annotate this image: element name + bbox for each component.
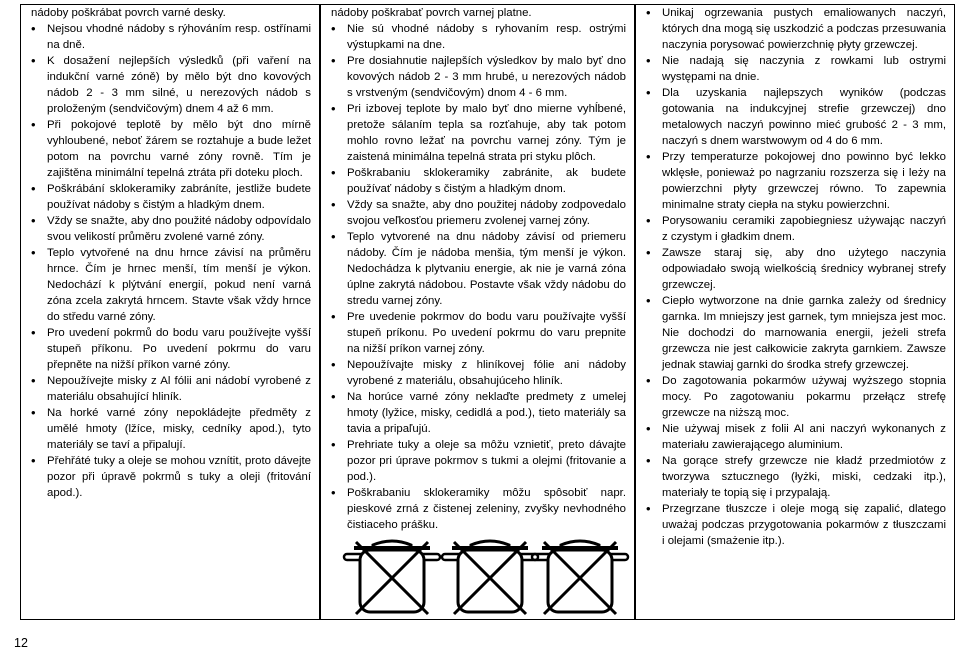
list-item: • Nie sú vhodné nádoby s ryhovaním resp. ostrými výstupkami na dne. bbox=[331, 21, 626, 53]
list-item: • Poškrabaniu sklokeramiky môžu spôsobiť napr. pieskové zrná z čistenej zeleniny, zvyšky nevhodného čistiaceho prášku. bbox=[331, 485, 626, 533]
list-item: • K dosažení nejlepších výsledků (při vaření na indukční varné zóně) by mělo být dno kovových nádob 2 - 3 mm silné, u nerezových nádob s proloženým (sendvičovým) dnem 4 až 6 mm. bbox=[31, 53, 311, 117]
list-item: • Poškrabaniu sklokeramiky zabránite, ak budete používať nádoby s čistým a hladkým dnom. bbox=[331, 165, 626, 197]
list-item: • Unikaj ogrzewania pustych emaliowanych naczyń, których dna mogą się uszkodzić a podczas przesuwania naczynia porysować powierzchnię płyty grzewczej. bbox=[646, 5, 946, 53]
list-item: • Dla uzyskania najlepszych wyników (podczas gotowania na indukcyjnej strefie grzewczej) dno metalowych naczyń powinno mieć grubość 2 - 3 mm, naczyń s dnem warstwowym od 4 do 6 mm. bbox=[646, 85, 946, 149]
list-item: • Pre dosiahnutie najlepších výsledkov by malo byť dno kovových nádob 2 - 3 mm hrubé, u nerezových nádob s vrstveným (sendvičovým) dnom 4 - 6 mm. bbox=[331, 53, 626, 101]
list-item: • Pro uvedení pokrmů do bodu varu používejte vyšší stupeň příkonu. Po uvedení pokrmu do varu přepněte na nižší příkon varné zóny. bbox=[31, 325, 311, 373]
list-item: • Przy temperaturze pokojowej dno powinno być lekko wklęsłe, ponieważ po nagrzaniu rozszerza się i leży na powierzchni płyty grzewczej równo. To zapewnia minimalne straty ciepła na styku powierzchni. bbox=[646, 149, 946, 213]
column-slovak bbox=[320, 4, 635, 620]
column-polish bbox=[635, 4, 955, 620]
list-item: • Ciepło wytworzone na dnie garnka zależy od średnicy garnka. Im mniejszy jest garnek, tym mniejsza jest moc. Nie dochodzi do marnowania energii, jeżeli strefa grzewcza nie jest całkowicie zakryta garnkiem. Zawsze jednak stawiaj garnki do środka strefy grzewczej. bbox=[646, 293, 946, 373]
bullet-list bbox=[321, 21, 634, 533]
column-lead-text: nádoby poškrábat povrch varné desky. bbox=[31, 7, 226, 19]
pot-crossed-icon bbox=[442, 541, 538, 614]
pot-crossed-icon bbox=[532, 541, 628, 614]
list-item: • Pre uvedenie pokrmov do bodu varu používajte vyšší stupeň príkonu. Po uvedení pokrmu do varu prepnite na nižší príkon varnej zóny. bbox=[331, 309, 626, 357]
pot-crossed-icon bbox=[344, 541, 440, 614]
list-item: • Vždy se snažte, aby dno použité nádoby odpovídalo svou velikostí průměru zvolené varné zóny. bbox=[31, 213, 311, 245]
column-lead-text: nádoby poškrabať povrch varnej platne. bbox=[331, 7, 532, 19]
list-item: • Nepoužívajte misky z hliníkovej fólie ani nádoby vyrobené z materiálu, obsahujúceho hliník. bbox=[331, 357, 626, 389]
list-item: • Poškrábání sklokeramiky zabráníte, jestliže budete používat nádoby s čistým a hladkým dnem. bbox=[31, 181, 311, 213]
cookware-pictograms bbox=[340, 530, 640, 616]
bullet-list bbox=[21, 21, 319, 501]
bullet-list bbox=[636, 5, 954, 549]
list-item: • Teplo vytvořené na dnu hrnce závisí na průměru hrnce. Čím je hrnec menší, tím menší je výkon. Nedochází k plýtvání energií, pokud není varná zóna zcela zakrytá hrncem. Stavte však vždy hrnce do středu varné zóny. bbox=[31, 245, 311, 325]
list-item: • Przegrzane tłuszcze i oleje mogą się zapalić, dlatego uważaj podczas przygotowania pokarmów z tłuszczami i olejami (smażenie itp.). bbox=[646, 501, 946, 549]
list-item: • Prehriate tuky a oleje sa môžu vznietiť, preto dávajte pozor pri úprave pokrmov s tukmi a olejmi (fritovanie a pod.). bbox=[331, 437, 626, 485]
list-item: • Nepoužívejte misky z Al fólii ani nádobí vyrobené z materiálu obsahující hliník. bbox=[31, 373, 311, 405]
list-item: • Porysowaniu ceramiki zapobiegniesz używając naczyń z czystym i gładkim dnem. bbox=[646, 213, 946, 245]
list-item: • Na horké varné zóny nepokládejte předměty z umělé hmoty (lžíce, misky, cedníky apod.), tyto materiály se taví a připalují. bbox=[31, 405, 311, 453]
list-item: • Na gorące strefy grzewcze nie kładź przedmiotów z tworzywa sztucznego (łyżki, miski, cedzaki itp.), materiały te topią się i przypalają. bbox=[646, 453, 946, 501]
column-czech bbox=[20, 4, 320, 620]
list-item: • Pri izbovej teplote by malo byť dno mierne vyhĺbené, pretože sálaním tepla sa rozťahuje, aby tak potom mohlo rovno ležať na povrchu varnej zóny. Tým je zaistená minimálna tepelná strata pri styku plôch. bbox=[331, 101, 626, 165]
list-item: • Přehřáté tuky a oleje se mohou vznítit, proto dávejte pozor při úpravě pokrmů s tuky a oleji (fritování apod.). bbox=[31, 453, 311, 501]
list-item: • Na horúce varné zóny neklaďte predmety z umelej hmoty (lyžice, misky, cedidlá a pod.), tieto materiály sa tavia a pripaľujú. bbox=[331, 389, 626, 437]
list-item: • Nie nadają się naczynia z rowkami lub ostrymi występami na dnie. bbox=[646, 53, 946, 85]
list-item: • Nejsou vhodné nádoby s rýhováním resp. ostřínami na dně. bbox=[31, 21, 311, 53]
list-item: • Do zagotowania pokarmów używaj wyższego stopnia mocy. Po zagotowaniu pokarmu przełącz strefę grzewcze na niższą moc. bbox=[646, 373, 946, 421]
list-item: • Vždy sa snažte, aby dno použitej nádoby zodpovedalo svojou veľkosťou priemeru zvolenej varnej zóny. bbox=[331, 197, 626, 229]
page-number: 12 bbox=[14, 636, 28, 650]
list-item: • Při pokojové teplotě by mělo být dno mírně vyhloubené, neboť žárem se roztahuje a bude ležet potom na povrchu varné zóny rovně. Tím je zajištěna minimální tepelná ztráta při doteku ploch. bbox=[31, 117, 311, 181]
list-item: • Nie używaj misek z folii Al ani naczyń wykonanych z materiału zawierającego aluminium. bbox=[646, 421, 946, 453]
list-item: • Zawsze staraj się, aby dno użytego naczynia odpowiadało swoją wielkością średnicy wybranej strefy grzewczej. bbox=[646, 245, 946, 293]
list-item: • Teplo vytvorené na dnu nádoby závisí od priemeru nádoby. Čím je nádoba menšia, tým menší je výkon. Nedochádza k plytvaniu energie, ak nie je varná zóna úplne zakrytá nádobou. Postavte však vždy nádobu do stredu varnej zóny. bbox=[331, 229, 626, 309]
